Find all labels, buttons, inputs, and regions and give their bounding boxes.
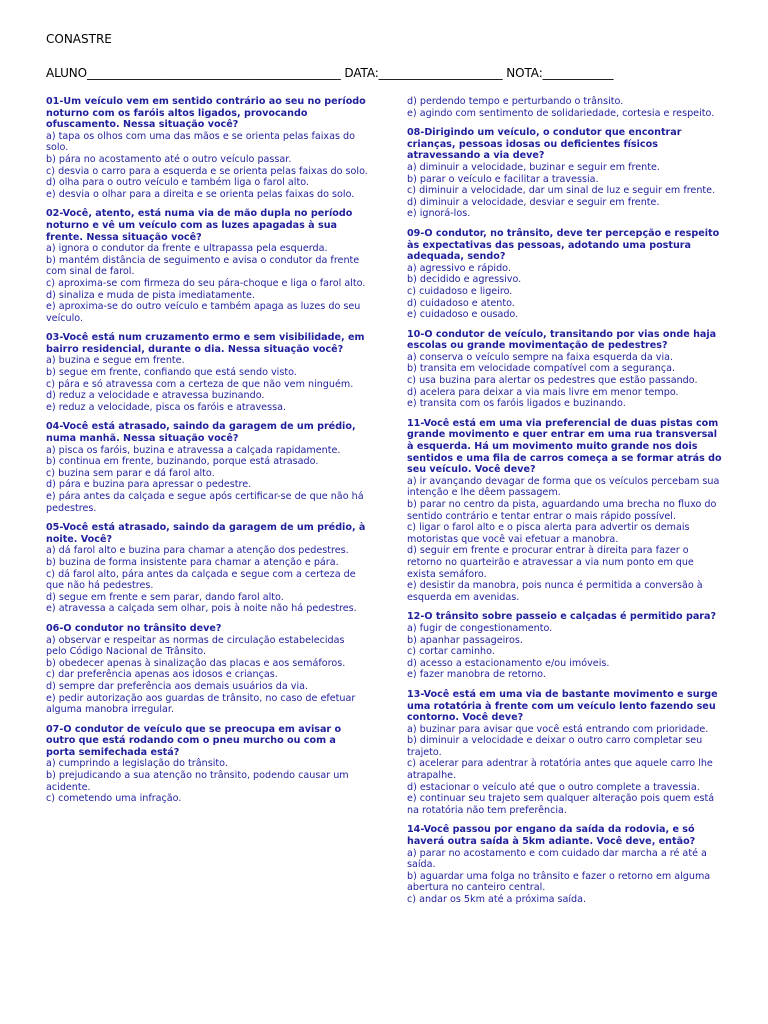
answer-option: c) andar os 5km até a próxima saída. (407, 894, 587, 905)
answer-option: a) ignora o condutor da frente e ultrapassa pela esquerda. (46, 243, 328, 255)
question-text: 09-O condutor, no trânsito, deve ter percepção e respeito às expectativas das pessoas, adotando uma postura adequada, sendo? (407, 227, 720, 263)
answer-option: d) reduz a velocidade e atravessa buzinando. (46, 390, 265, 402)
answer-option: a) conserva o veículo sempre na faixa esquerda da via. (407, 351, 674, 363)
question-block (407, 228, 722, 321)
answer-option: b) aguardar uma folga no trânsito e fazer o retorno em alguma abertura no canteiro central. (407, 870, 711, 894)
answer-option: a) dá farol alto e buzina para chamar a atenção dos pedestres. (46, 545, 349, 557)
question-block (46, 332, 368, 413)
answer-option: e) agindo com sentimento de solidariedade, cortesia e respeito. (407, 107, 715, 119)
answer-option: e) aproxima-se do outro veículo e também apaga as luzes do seu veículo. (46, 301, 361, 324)
answer-option: a) observar e respeitar as normas de circulação estabelecidas pelo Código Nacional de Trânsito. (46, 634, 345, 658)
answer-option: d) olha para o outro veículo e também liga o farol alto. (46, 177, 309, 189)
answer-option: a) agressivo e rápido. (407, 262, 511, 274)
answer-option: c) cuidadoso e ligeiro. (407, 285, 513, 297)
question-text: 05-Você está atrasado, saindo da garagem de um prédio, à noite. Você? (46, 522, 366, 545)
answer-option: a) buzinar para avisar que você está entrando com prioridade. (407, 723, 709, 735)
question-text: 12-O trânsito sobre passeio e calçadas é permitido para? (407, 611, 717, 623)
answer-option: c) buzina sem parar e dá farol alto. (46, 467, 215, 479)
answer-option: a) fugir de congestionamento. (407, 622, 553, 634)
question-block (46, 421, 368, 514)
answer-option: a) tapa os olhos com uma das mãos e se orienta pelas faixas do solo. (46, 130, 355, 154)
answer-option: e) atravessa a calçada sem olhar, pois à noite não há pedestres. (46, 603, 357, 615)
answer-option: c) dar preferência apenas aos idosos e crianças. (46, 669, 278, 681)
question-text: 11-Você está em uma via preferencial de duas pistas com grande movimento e quer entrar em uma rua transversal à esquerda. Há um movimento muito grande nos dois sentidos e uma fila de carros começa a se formar atrás do seu veículo. Você deve? (407, 417, 722, 476)
answer-option: b) pára no acostamento até o outro veículo passar. (46, 153, 292, 165)
answer-option: b) buzina de forma insistente para chamar a atenção e pára. (46, 556, 339, 568)
student-info-line: ALUNO___________________________________________ DATA:_____________________ NOTA:____________ (46, 66, 614, 80)
question-text: 07-O condutor de veículo que se preocupa em avisar o outro que está rodando com o pneu murcho ou com a porta semifechada está? (46, 723, 342, 758)
answer-option: e) desvia o olhar para a direita e se orienta pelas faixas do solo. (46, 188, 355, 200)
answer-option: d) diminuir a velocidade, desviar e seguir em frente. (407, 196, 660, 208)
question-text: 01-Um veículo vem em sentido contrário ao seu no período noturno com os faróis altos ligados, provocando ofuscamento. Nessa situação você? (46, 96, 366, 131)
answer-option: b) parar no centro da pista, aguardando uma brecha no fluxo do sentido contrário e tentar entrar o mais rápido possível. (407, 499, 717, 522)
answer-option: a) diminuir a velocidade, buzinar e seguir em frente. (407, 161, 660, 173)
answer-option: e) fazer manobra de retorno. (407, 669, 546, 681)
question-text: 02-Você, atento, está numa via de mão dupla no período noturno e vê um veículo com as luzes apagadas à sua frente. Nessa situação você? (46, 208, 353, 243)
question-block (46, 724, 368, 805)
answer-option: d) segue em frente e sem parar, dando farol alto. (46, 591, 284, 603)
answer-option: d) sempre dar preferência aos demais usuários da via. (46, 680, 309, 692)
answer-option: e) pára antes da calçada e segue após certificar-se de que não há pedestres. (46, 491, 364, 514)
question-block (407, 824, 722, 905)
answer-option: b) apanhar passageiros. (407, 634, 523, 646)
answer-option: d) pára e buzina para apressar o pedestre. (46, 479, 252, 491)
answer-option: e) ignorá-los. (407, 208, 471, 220)
answer-option: c) cortar caminho. (407, 646, 495, 658)
answer-option: e) desistir da manobra, pois nunca é permitida a conversão à esquerda em avenidas. (407, 580, 703, 603)
answer-option: c) aproxima-se com firmeza do seu pára-choque e liga o farol alto. (46, 277, 366, 289)
answer-option: d) acelera para deixar a via mais livre em menor tempo. (407, 386, 679, 398)
question-text: 10-O condutor de veículo, transitando por vias onde haja escolas ou grande movimentação de pedestres? (407, 328, 717, 352)
question-text: 08-Dirigindo um veículo, o condutor que encontrar crianças, pessoas idosas ou deficientes físicos atravessando a via deve? (407, 127, 682, 162)
answer-option: b) prejudicando a sua atenção no trânsito, podendo causar um acidente. (46, 770, 349, 793)
answer-option: b) obedecer apenas à sinalização das placas e aos semáforos. (46, 657, 346, 669)
answer-option: e) reduz a velocidade, pisca os faróis e atravessa. (46, 401, 286, 413)
answer-option: a) parar no acostamento e com cuidado dar marcha a ré até a saída. (407, 847, 707, 871)
answer-option: d) cuidadoso e atento. (407, 297, 515, 309)
answer-option: e) transita com os faróis ligados e buzinando. (407, 398, 626, 410)
question-block (46, 96, 368, 200)
question-block (407, 127, 722, 220)
answer-option: a) cumprindo a legislação do trânsito. (46, 758, 228, 770)
question-block (46, 623, 368, 716)
answer-option: b) mantém distância de seguimento e avisa o condutor da frente com sinal de farol. (46, 254, 360, 278)
answer-option: c) desvia o carro para a esquerda e se orienta pelas faixas do solo. (46, 165, 368, 177)
answer-option: c) cometendo uma infração. (46, 793, 182, 805)
answer-option: b) decidido e agressivo. (407, 274, 522, 286)
question-text: 03-Você está num cruzamento ermo e sem visibilidade, em bairro residencial, durante o dia. Nessa situação você? (46, 332, 365, 355)
answer-option: b) diminuir a velocidade e deixar o outro carro completar seu trajeto. (407, 735, 703, 758)
right-column (407, 96, 722, 914)
document-title: CONASTRE (46, 32, 112, 46)
answer-option: a) buzina e segue em frente. (46, 355, 185, 367)
answer-option: e) pedir autorização aos guardas de trânsito, no caso de efetuar alguma manobra irregular. (46, 692, 356, 716)
answer-option: d) perdendo tempo e perturbando o trânsito. (407, 96, 624, 107)
answer-option: c) acelerar para adentrar à rotatória antes que aquele carro lhe atrapalhe. (407, 758, 713, 782)
question-block (407, 418, 722, 604)
question-block (46, 522, 368, 615)
answer-option: b) continua em frente, buzinando, porque está atrasado. (46, 456, 319, 468)
question-text: 06-O condutor no trânsito deve? (46, 622, 222, 634)
question-block (407, 611, 722, 681)
answer-option: a) ir avançando devagar de forma que os veículos percebam sua intenção e lhe dêem passagem. (407, 475, 720, 499)
question-block (407, 689, 722, 817)
answer-option: c) dá farol alto, pára antes da calçada e segue com a certeza de que não há pedestres. (46, 568, 356, 592)
question-text: 14-Você passou por engano da saída da rodovia, e só haverá outra saída à 5km adiante. Você deve, então? (407, 824, 696, 848)
question-text: 13-Você está em uma via de bastante movimento e surge uma rotatória à frente com um veículo lento fazendo seu contorno. Você deve? (407, 688, 718, 724)
answer-option: c) diminuir a velocidade, dar um sinal de luz e seguir em frente. (407, 185, 716, 197)
answer-option: b) parar o veículo e facilitar a travessia. (407, 173, 599, 185)
answer-option: b) segue em frente, confiando que está sendo visto. (46, 367, 297, 379)
answer-option: d) sinaliza e muda de pista imediatamente. (46, 289, 255, 301)
answer-option: d) seguir em frente e procurar entrar à direita para fazer o retorno no quarteirão e atravessar a via num ponto em que exista semáforo. (407, 545, 694, 580)
answer-option: c) ligar o farol alto e o pisca alerta para advertir os demais motoristas que você vai efetuar a manobra. (407, 522, 690, 545)
question-block (46, 208, 368, 324)
left-column (46, 96, 368, 813)
question-text: 04-Você está atrasado, saindo da garagem de um prédio, numa manhã. Nessa situação você? (46, 421, 356, 445)
answer-option: d) acesso a estacionamento e/ou imóveis. (407, 657, 610, 669)
answer-option: a) pisca os faróis, buzina e atravessa a calçada rapidamente. (46, 444, 341, 456)
answer-option: c) usa buzina para alertar os pedestres que estão passando. (407, 375, 698, 387)
answer-option: d) estacionar o veículo até que o outro complete a travessia. (407, 781, 700, 793)
question-block (407, 329, 722, 410)
answer-option: c) pára e só atravessa com a certeza de que não vem ninguém. (46, 378, 354, 390)
answer-option: b) transita em velocidade compatível com a segurança. (407, 363, 676, 375)
question-block (407, 96, 722, 119)
answer-option: e) continuar seu trajeto sem qualquer alteração pois quem está na rotatória não tem preferência. (407, 793, 715, 816)
answer-option: e) cuidadoso e ousado. (407, 309, 519, 321)
